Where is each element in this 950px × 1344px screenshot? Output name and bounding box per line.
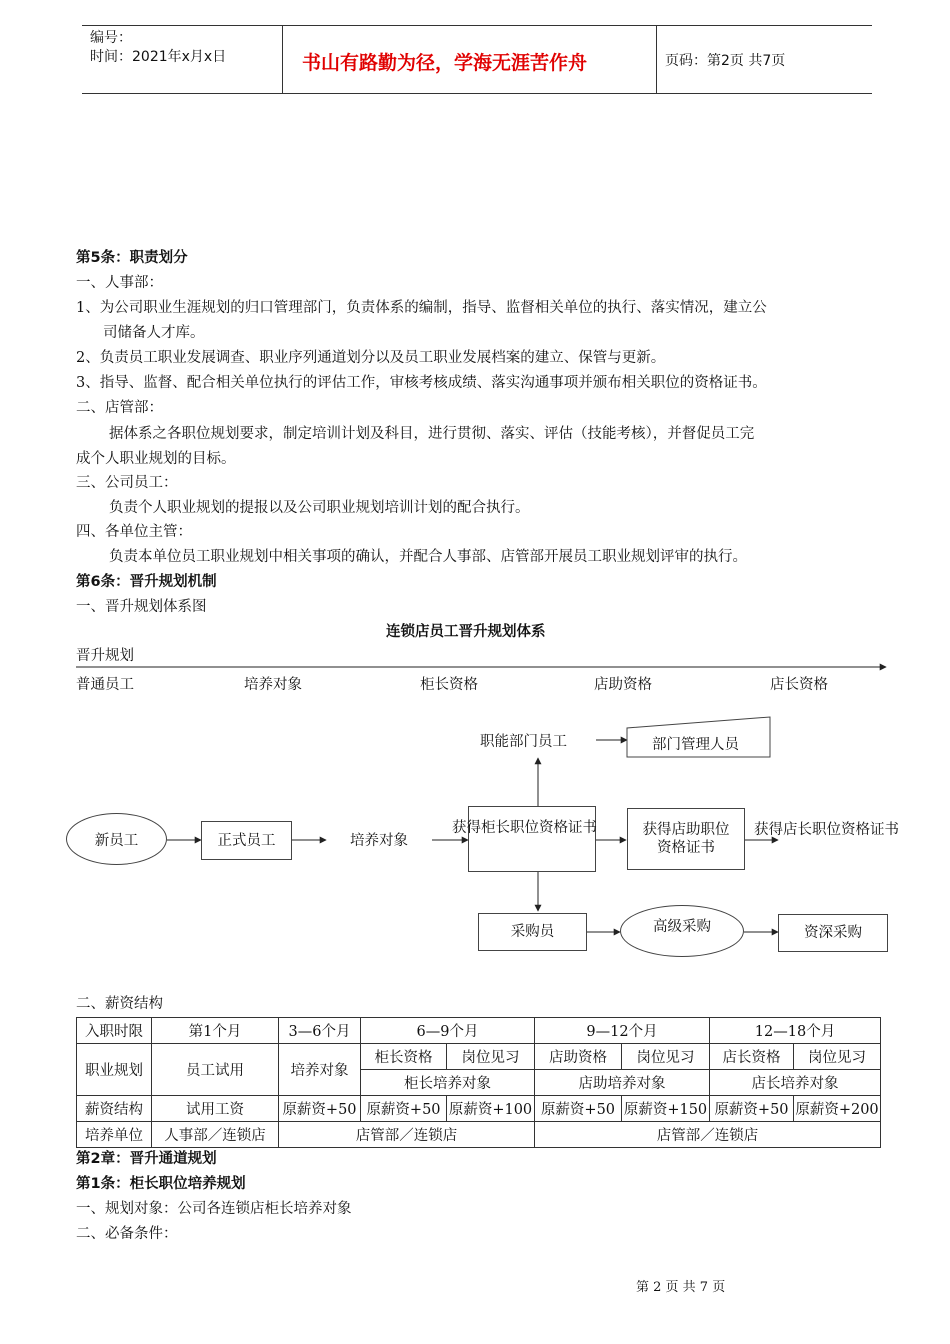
table-row: [77, 1122, 881, 1148]
formal-staff-node: 正式员工: [201, 821, 292, 860]
unit-manager-text: 负责本单位员工职业规划中相关事项的确认，并配合人事部、店管部开展员工职业规划评审的执行。: [109, 549, 747, 565]
stage-label: 培养对象: [244, 677, 302, 693]
table-cell: 员工试用: [152, 1044, 279, 1096]
trainee-node: 培养对象: [350, 833, 408, 849]
table-row: [77, 1018, 881, 1044]
salary-heading: 二、薪资结构: [76, 996, 163, 1012]
unit-manager-heading: 四、各单位主管：: [76, 524, 192, 540]
table-cell: 店管部／连锁店: [535, 1122, 881, 1148]
table-row: [77, 1044, 881, 1070]
hr-item-3: 3、指导、监督、配合相关单位执行的评估工作，审核考核成绩、落实沟通事项并颁布相关职位的资格证书。: [76, 375, 767, 391]
new-staff-node: 新员工: [66, 813, 167, 865]
table-cell: 培养单位: [77, 1122, 152, 1148]
functional-staff-label: 职能部门员工: [480, 734, 567, 750]
header-page-label: 页码：第2页 共7页: [665, 53, 786, 69]
promotion-system-heading: 一、晋升规划体系图: [76, 599, 207, 615]
table-cell: 岗位见习: [622, 1044, 710, 1070]
stage-label: 店助资格: [594, 677, 652, 693]
staff-heading: 三、公司员工：: [76, 475, 178, 491]
requirements-heading: 二、必备条件：: [76, 1226, 178, 1242]
diagram-title: 连锁店员工晋升规划体系: [386, 624, 546, 640]
table-cell: 岗位见习: [794, 1044, 881, 1070]
article-5-title: 第5条：职责划分: [76, 250, 188, 266]
chapter-2-title: 第2章：晋升通道规划: [76, 1151, 217, 1167]
document-number-label: 编号：: [90, 30, 132, 46]
document-time-label: 时间：2021年x月x日: [90, 49, 227, 65]
table-cell: 店助培养对象: [535, 1070, 710, 1096]
header-motto: 书山有路勤为径，学海无涯苦作舟: [302, 52, 588, 74]
counter-cert-label: 获得柜长职位资格证书: [452, 820, 597, 836]
diagram-axis-label: 晋升规划: [76, 648, 134, 664]
table-cell: 原薪资+50: [279, 1096, 361, 1122]
senior-buyer-node: 高级采购: [620, 905, 744, 957]
staff-text: 负责个人职业规划的提报以及公司职业规划培训计划的配合执行。: [109, 500, 530, 516]
table-cell: 店助资格: [535, 1044, 622, 1070]
table-row: [77, 1096, 881, 1122]
article-6-title: 第6条：晋升规划机制: [76, 574, 217, 590]
table-cell: 原薪资+200: [794, 1096, 881, 1122]
stage-label: 店长资格: [770, 677, 828, 693]
assistant-cert-node: [627, 808, 745, 870]
stage-label: 普通员工: [76, 677, 134, 693]
plan-object: 一、规划对象：公司各连锁店柜长培养对象: [76, 1201, 352, 1217]
table-cell: 原薪资+50: [361, 1096, 447, 1122]
expert-buyer-node: 资深采购: [778, 914, 888, 952]
chapter-2-article-1-title: 第1条：柜长职位培养规划: [76, 1176, 246, 1192]
table-cell: 入职时限: [77, 1018, 152, 1044]
buyer-node: 采购员: [478, 913, 587, 951]
page-footer: 第 2 页 共 7 页: [636, 1280, 726, 1295]
table-cell: 职业规划: [77, 1044, 152, 1096]
store-dept-text-line-2: 成个人职业规划的目标。: [76, 451, 236, 467]
manager-cert-node: 获得店长职位资格证书: [754, 822, 899, 838]
hr-item-1-line-1: 1、为公司职业生涯规划的归口管理部门，负责体系的编制，指导、监督相关单位的执行、落实情况，建立公: [76, 300, 767, 316]
table-cell: 9—12个月: [535, 1018, 710, 1044]
assistant-cert-label: 获得店助职位资格证书: [642, 822, 730, 856]
table-cell: 柜长培养对象: [361, 1070, 535, 1096]
table-cell: 岗位见习: [447, 1044, 535, 1070]
table-cell: 第1个月: [152, 1018, 279, 1044]
table-cell: 店长培养对象: [710, 1070, 881, 1096]
hr-item-1-line-2: 司储备人才库。: [103, 325, 205, 341]
table-cell: 柜长资格: [361, 1044, 447, 1070]
salary-table: [76, 1017, 881, 1148]
table-cell: 3—6个月: [279, 1018, 361, 1044]
store-dept-text-line-1: 据体系之各职位规划要求，制定培训计划及科目，进行贯彻、落实、评估（技能考核），并督促员工完: [109, 426, 755, 442]
table-cell: 原薪资+100: [447, 1096, 535, 1122]
table-cell: 6—9个月: [361, 1018, 535, 1044]
stage-label: 柜长资格: [420, 677, 478, 693]
table-cell: 试用工资: [152, 1096, 279, 1122]
table-cell: 培养对象: [279, 1044, 361, 1096]
dept-manager-label: 部门管理人员: [652, 737, 739, 753]
table-cell: 原薪资+50: [710, 1096, 794, 1122]
table-cell: 店长资格: [710, 1044, 794, 1070]
hr-heading: 一、人事部：: [76, 275, 163, 291]
table-cell: 薪资结构: [77, 1096, 152, 1122]
table-cell: 人事部／连锁店: [152, 1122, 279, 1148]
store-dept-heading: 二、店管部：: [76, 400, 163, 416]
table-cell: 原薪资+50: [535, 1096, 622, 1122]
table-cell: 原薪资+150: [622, 1096, 710, 1122]
table-cell: 店管部／连锁店: [279, 1122, 535, 1148]
hr-item-2: 2、负责员工职业发展调查、职业序列通道划分以及员工职业发展档案的建立、保管与更新。: [76, 350, 666, 366]
table-cell: 12—18个月: [710, 1018, 881, 1044]
